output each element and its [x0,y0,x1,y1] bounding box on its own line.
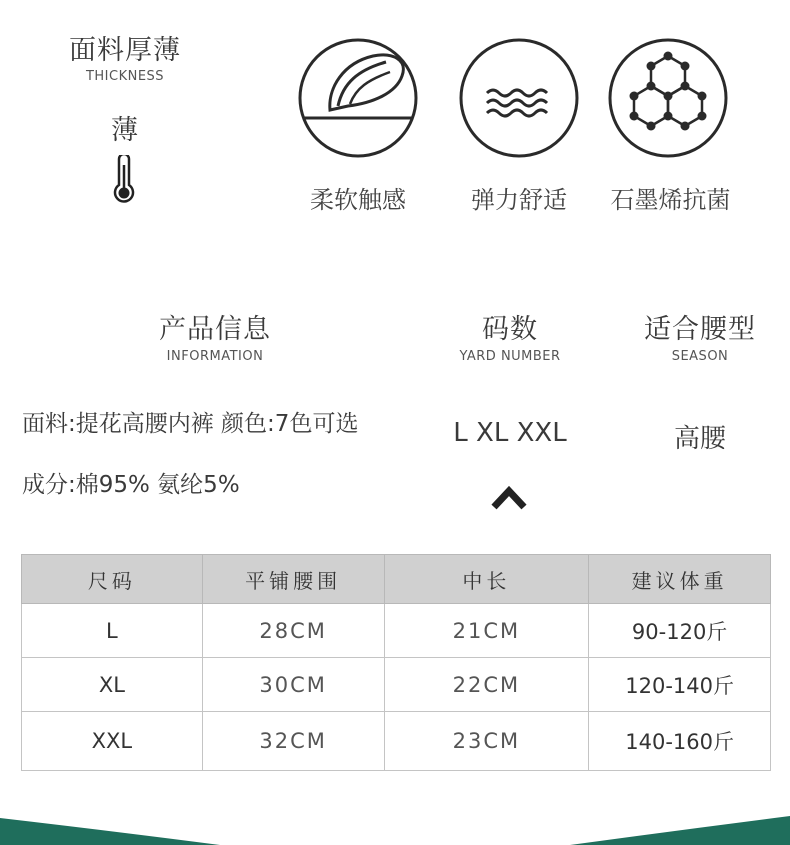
table-cell-length: 21CM [384,604,589,658]
curve-right [570,816,790,845]
feature-label-elastic: 弹力舒适 [471,186,567,214]
thermometer-icon [110,155,138,205]
thickness-subtitle: THICKNESS [85,69,165,84]
table-header: 建议体重 [589,555,771,604]
table-cell-length: 22CM [384,658,589,712]
wave-stretch-icon [459,38,579,158]
feature-label-soft: 柔软触感 [310,186,406,214]
info-subtitle: INFORMATION [166,349,264,364]
size-value: L XL XXL [453,418,567,448]
waist-title: 适合腰型 [644,314,756,345]
bottom-decorative-curve [0,790,790,845]
feature-label-graphene: 石墨烯抗菌 [610,186,731,214]
table-cell-waist: 28CM [202,604,384,658]
table-header-row [22,555,771,604]
thickness-title: 面料厚薄 [69,35,181,66]
table-header: 尺码 [22,555,203,604]
table-row [22,604,771,658]
table-header: 中长 [384,555,589,604]
size-title: 码数 [482,314,538,345]
table-cell-weight: 140-160斤 [589,712,771,771]
table-cell-weight: 120-140斤 [589,658,771,712]
table-cell-length: 23CM [384,712,589,771]
curve-left [0,818,220,845]
table-header: 平铺腰围 [202,555,384,604]
info-line-composition: 成分:棉95% 氨纶5% [22,472,240,498]
table-row [22,712,771,771]
feather-touch-icon [298,38,418,158]
table-cell-weight: 90-120斤 [589,604,771,658]
table-cell-waist: 30CM [202,658,384,712]
table-cell-size: XL [22,658,203,712]
waist-subtitle: SEASON [671,349,729,364]
table-cell-waist: 32CM [202,712,384,771]
size-subtitle: YARD NUMBER [459,349,561,364]
table-cell-size: L [22,604,203,658]
thickness-value: 薄 [111,115,139,146]
table-row [22,658,771,712]
size-chart-table [21,554,771,771]
graphene-molecule-icon [608,38,728,158]
info-line-fabric: 面料:提花高腰内裤 颜色:7色可选 [22,411,359,437]
info-title: 产品信息 [159,314,271,345]
waist-value: 高腰 [673,424,726,454]
table-cell-size: XXL [22,712,203,771]
chevron-up-icon [491,481,527,511]
